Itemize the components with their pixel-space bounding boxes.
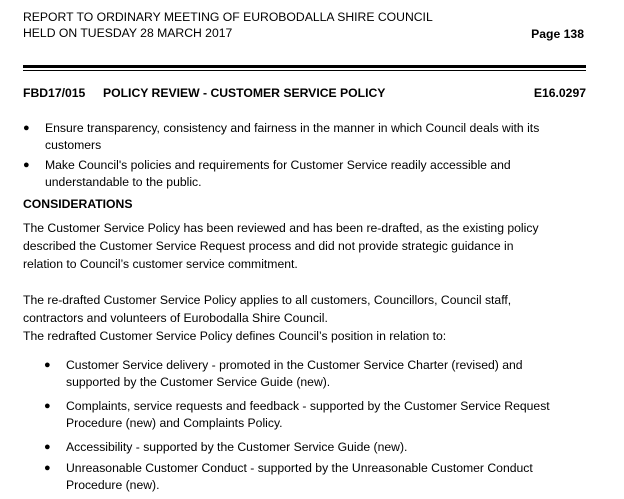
list-item-text: Make Council's policies and requirements for Customer Service readily accessible and <box>45 158 511 172</box>
list-item-text: Unreasonable Customer Conduct - supported by the Unreasonable Customer Conduct <box>66 461 533 475</box>
paragraph-line: contractors and volunteers of Eurobodalla Shire Council. <box>23 311 328 325</box>
bullet-icon: ● <box>44 400 51 412</box>
paragraph: The redrafted Customer Service Policy defines Council’s position in relation to: <box>23 329 447 343</box>
list-item-text: Ensure transparency, consistency and fairness in the manner in which Council deals with its <box>45 121 540 135</box>
report-header-line2: HELD ON TUESDAY 28 MARCH 2017 <box>23 26 233 40</box>
paragraph-line: The re-drafted Customer Service Policy applies to all customers, Councillors, Council staff, <box>23 293 512 307</box>
report-header-line1: REPORT TO ORDINARY MEETING OF EUROBODALLA SHIRE COUNCIL <box>23 10 433 24</box>
header-divider-thin <box>23 70 586 71</box>
item-reference: E16.0297 <box>533 86 586 100</box>
header-divider-thick <box>23 65 586 68</box>
page-number: Page 138 <box>531 27 584 41</box>
list-item-text: Procedure (new) and Complaints Policy. <box>66 416 283 430</box>
list-item-text: understandable to the public. <box>45 175 202 189</box>
list-item-text: supported by the Customer Service Guide (new). <box>66 375 331 389</box>
item-code: FBD17/015 <box>23 86 86 100</box>
paragraph <box>23 219 586 273</box>
bullet-icon: ● <box>23 159 30 171</box>
list-item-text: Accessibility - supported by the Customer Service Guide (new). <box>66 440 408 454</box>
bullet-icon: ● <box>44 462 51 474</box>
list-item-text: customers <box>45 138 102 152</box>
bullet-icon: ● <box>44 441 51 453</box>
list-item-text: Complaints, service requests and feedback - supported by the Customer Service Request <box>66 399 550 413</box>
paragraph-line: relation to Council’s customer service commitment. <box>23 257 298 271</box>
paragraph-line: The Customer Service Policy has been reviewed and has been re-drafted, as the existing policy <box>23 221 539 235</box>
paragraph-line: described the Customer Service Request process and did not provide strategic guidance in <box>23 239 514 253</box>
paragraph <box>23 291 586 327</box>
bullet-icon: ● <box>23 122 30 134</box>
list-item-text: Customer Service delivery - promoted in the Customer Service Charter (revised) and <box>66 358 523 372</box>
bullet-icon: ● <box>44 359 51 371</box>
section-heading: CONSIDERATIONS <box>23 197 133 211</box>
item-title: POLICY REVIEW - CUSTOMER SERVICE POLICY <box>103 86 386 100</box>
list-item-text: Procedure (new). <box>66 478 160 492</box>
